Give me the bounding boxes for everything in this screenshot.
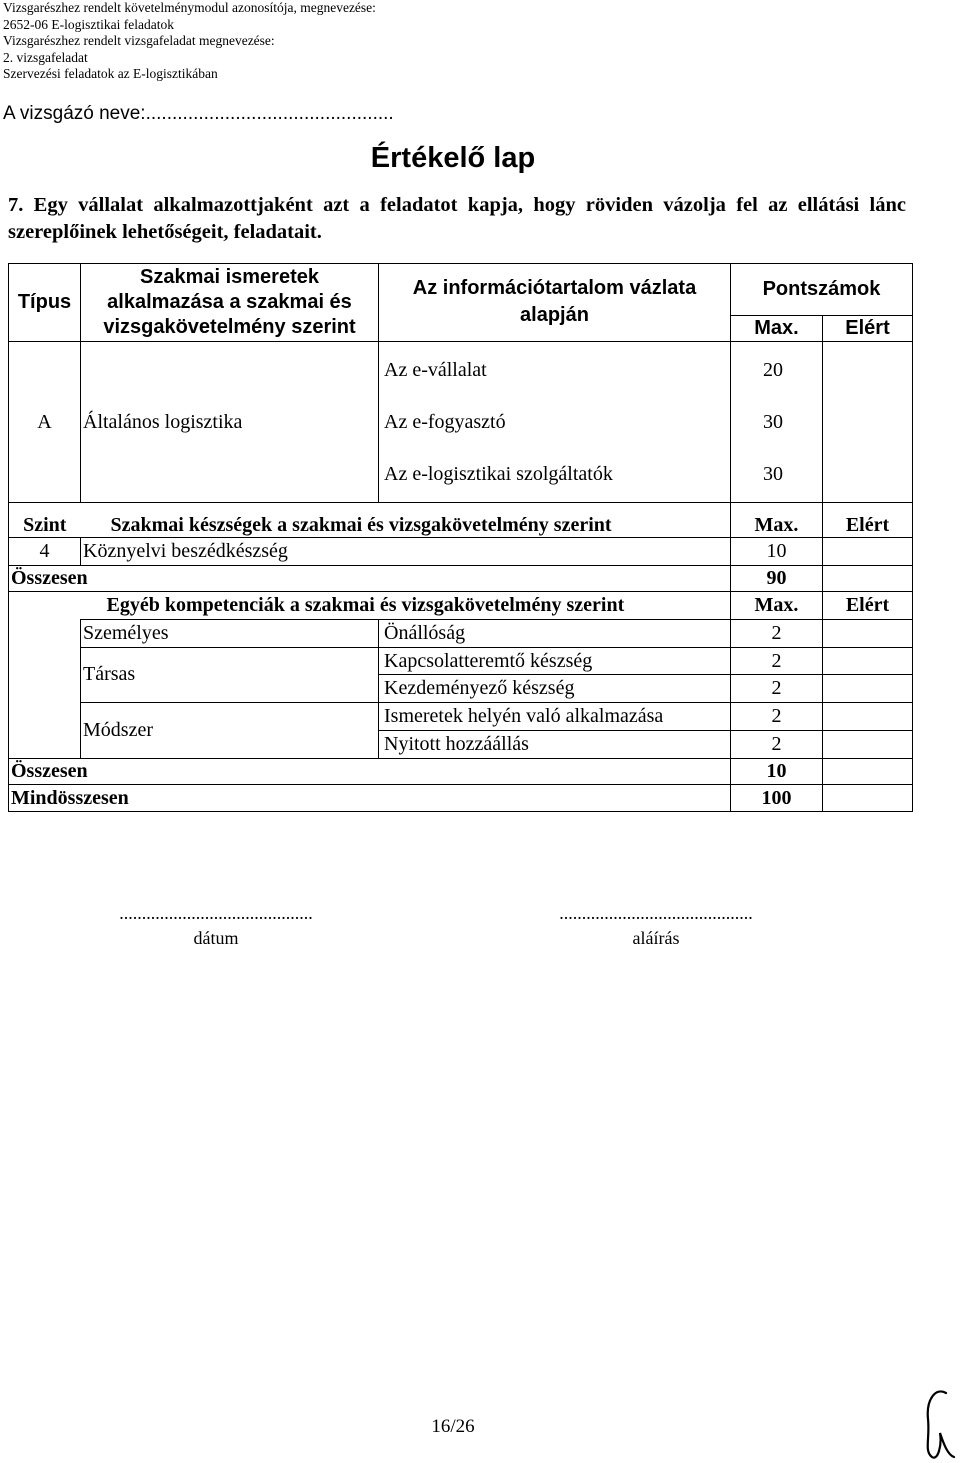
row-type: A <box>9 341 81 502</box>
page-number: 16/26 <box>431 1416 475 1437</box>
skills-level: 4 <box>9 537 81 565</box>
date-label: dátum <box>193 928 239 948</box>
header-knowledge-line-2: alkalmazása a szakmai és <box>107 290 352 313</box>
grand-total-value: 100 <box>731 785 823 812</box>
comp-method: Módszer <box>81 703 379 758</box>
comp-social: Társas <box>81 647 379 702</box>
header-achieved: Elért <box>823 316 913 342</box>
comp-personal-achieved <box>823 620 913 648</box>
header-info-line-1: Az információtartalom vázlata <box>412 277 697 300</box>
item-max: 20 <box>763 359 783 382</box>
row-max-values <box>731 341 823 502</box>
header-line-1: Vizsgarészhez rendelt követelménymodul azonosítója, megnevezése: <box>3 0 376 15</box>
comp-method-item-1: Ismeretek helyén való alkalmazása <box>379 703 731 731</box>
comp-social-item-1: Kapcsolatteremtő készség <box>379 647 731 675</box>
header-knowledge <box>81 264 379 342</box>
comp-method-max-1: 2 <box>731 703 823 731</box>
comp-total-achieved <box>823 758 913 785</box>
item-label: Az e-vállalat <box>384 359 487 382</box>
comp-social-max-1: 2 <box>731 647 823 675</box>
comp-method-max-2: 2 <box>731 730 823 758</box>
comp-method-achieved-2 <box>823 730 913 758</box>
header-line-5: Szervezési feladatok az E-logisztikában <box>3 66 218 82</box>
handwritten-mark-icon <box>918 1385 958 1463</box>
header-type: Típus <box>9 264 81 342</box>
header-line-3: Vizsgarészhez rendelt vizsgafeladat megnevezése: <box>3 33 275 49</box>
comp-header-achieved: Elért <box>823 592 913 620</box>
item-max: 30 <box>763 411 783 434</box>
comp-personal-max: 2 <box>731 620 823 648</box>
comp-personal-item: Önállóság <box>379 620 731 648</box>
comp-header-title: Egyéb kompetenciák a szakmai és vizsgakövetelmény szerint <box>81 592 731 620</box>
task-description: 7. Egy vállalat alkalmazottjaként azt a feladatot kapja, hogy röviden vázolja fel az ellátási lánc szereplőinek lehetőségeit, feladatait. <box>8 194 906 243</box>
header-knowledge-line-1: Szakmai ismeretek <box>139 265 319 288</box>
skills-header-max: Max. <box>731 503 823 538</box>
skills-total-achieved <box>823 565 913 592</box>
header-max: Max. <box>731 316 823 342</box>
comp-method-achieved-1 <box>823 703 913 731</box>
item-label: Az e-logisztikai szolgáltatók <box>384 463 613 486</box>
skills-header-achieved: Elért <box>823 503 913 538</box>
comp-indent <box>9 620 81 759</box>
item-max: 30 <box>763 463 783 486</box>
sign-label: aláírás <box>632 928 680 948</box>
row-topic: Általános logisztika <box>81 341 379 502</box>
comp-social-achieved-2 <box>823 675 913 703</box>
comp-social-item-2: Kezdeményező készség <box>379 675 731 703</box>
skills-achieved-cell <box>823 537 913 565</box>
skills-label: Köznyelvi beszédkészség <box>81 537 731 565</box>
row-items <box>379 341 731 502</box>
row-achieved-cell <box>823 341 913 502</box>
grand-total-achieved <box>823 785 913 812</box>
skills-max: 10 <box>731 537 823 565</box>
date-dots: ........................................... <box>119 903 313 923</box>
header-line-4: 2. vizsgafeladat <box>3 49 88 65</box>
header-points: Pontszámok <box>731 264 913 316</box>
date-signature-block <box>86 901 346 951</box>
header-knowledge-line-3: vizsgakövetelmény szerint <box>103 315 356 338</box>
comp-header-spacer <box>9 592 81 620</box>
comp-total-value: 10 <box>731 758 823 785</box>
header-line-2: 2652-06 E-logisztikai feladatok <box>3 16 174 32</box>
comp-personal: Személyes <box>81 620 379 648</box>
skills-header-title: Szakmai készségek a szakmai és vizsgakövetelmény szerint <box>110 513 612 536</box>
skills-header-level: Szint <box>9 503 81 538</box>
header-info-line-2: alapján <box>520 304 589 327</box>
skills-total-label: Összesen <box>9 565 731 592</box>
document-header <box>3 0 376 83</box>
comp-social-achieved-1 <box>823 647 913 675</box>
header-info <box>379 264 731 342</box>
skills-total-value: 90 <box>731 565 823 592</box>
comp-total-label: Összesen <box>9 758 731 785</box>
evaluation-table <box>8 263 913 812</box>
comp-header-max: Max. <box>731 592 823 620</box>
comp-social-max-2: 2 <box>731 675 823 703</box>
sign-signature-block <box>526 901 786 951</box>
sign-dots: ........................................... <box>559 903 753 923</box>
examinee-name-line: A vizsgázó neve:............................................... <box>3 103 394 124</box>
item-label: Az e-fogyasztó <box>384 411 506 434</box>
grand-total-label: Mindösszesen <box>9 785 731 812</box>
page-title: Értékelő lap <box>370 142 536 174</box>
comp-method-item-2: Nyitott hozzáállás <box>379 730 731 758</box>
